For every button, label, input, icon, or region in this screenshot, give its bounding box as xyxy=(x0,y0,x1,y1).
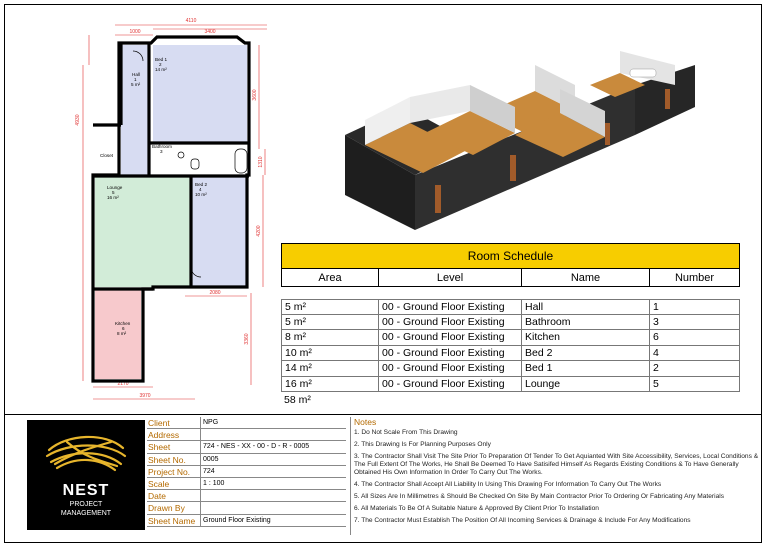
cell-name: Hall xyxy=(521,300,649,314)
room-bed1-name: Bed 1 xyxy=(155,57,168,62)
cell-number: 4 xyxy=(649,346,739,361)
dim-top-right: 3400 xyxy=(204,29,216,35)
room-schedule-header xyxy=(281,269,740,287)
room-hall-area: 5 m² xyxy=(131,82,141,87)
table-row xyxy=(281,299,740,315)
note-item: 4. The Contractor Shall Accept All Liability In Using This Drawing For Information To Carry Out The Works xyxy=(354,481,662,488)
room-bathroom-name: Bathroom xyxy=(152,144,172,149)
header-number: Number xyxy=(649,269,739,286)
room-bed2-name: Bed 2 xyxy=(195,182,208,187)
dim-right-mid: 1310 xyxy=(258,156,264,168)
info-row-address xyxy=(147,429,346,441)
drawing-sheet xyxy=(4,4,762,543)
room-schedule-title: Room Schedule xyxy=(281,243,740,269)
room-bed1-area: 14 m² xyxy=(155,67,167,72)
info-row-date xyxy=(147,490,346,502)
info-value: 724 - NES - XX - 00 - D - R - 0005 xyxy=(203,443,310,451)
room-kitchen-num: 6 xyxy=(122,326,125,331)
info-row-client xyxy=(147,417,346,429)
info-label: Project No. xyxy=(147,466,201,477)
info-label: Date xyxy=(147,490,201,501)
info-label: Sheet No. xyxy=(147,454,201,465)
header-area: Area xyxy=(318,271,342,284)
info-row-sheet xyxy=(147,441,346,453)
header-name: Name xyxy=(521,269,649,286)
room-lounge-name: Lounge xyxy=(107,185,123,190)
header-level: Level xyxy=(378,269,521,286)
cell-area: 8 m² xyxy=(285,331,306,344)
cell-level: 00 - Ground Floor Existing xyxy=(378,346,521,361)
room-bed1-num: 2 xyxy=(159,62,162,67)
note-item: 6. All Materials To Be Of A Suitable Nature & Approved By Client Prior To Installation xyxy=(354,505,599,512)
dim-left-height: 4930 xyxy=(75,114,81,126)
cell-name: Bed 2 xyxy=(521,346,649,361)
room-bed2-area: 10 m² xyxy=(195,192,207,197)
info-value: 724 xyxy=(203,467,215,475)
cell-level: 00 - Ground Floor Existing xyxy=(378,300,521,314)
cell-name: Lounge xyxy=(521,377,649,392)
dim-mid-width: 2080 xyxy=(209,290,221,296)
info-row-drawn-by xyxy=(147,502,346,514)
notes-heading: Notes xyxy=(354,417,377,427)
cell-number: 3 xyxy=(649,315,739,330)
logo-line2: MANAGEMENT xyxy=(60,510,112,517)
info-row-sheet-name xyxy=(147,515,346,527)
room-schedule-table xyxy=(281,299,740,392)
dim-right-upper: 3600 xyxy=(252,89,258,101)
info-label: Client xyxy=(147,417,201,428)
table-row xyxy=(281,361,740,377)
table-row xyxy=(281,377,740,393)
nest-logo-icon xyxy=(27,420,145,480)
info-label: Drawn By xyxy=(147,502,201,513)
cell-name: Bathroom xyxy=(521,315,649,330)
company-logo xyxy=(27,420,145,530)
table-row xyxy=(281,330,740,346)
info-value xyxy=(201,429,346,440)
note-item: 5. All Sizes Are In Millimetres & Should Be Checked On Site By Main Contractor Prior To Ordering Or Fabricating Any Materials xyxy=(354,493,725,500)
info-value: Ground Floor Existing xyxy=(203,516,271,524)
title-block-divider xyxy=(5,414,761,415)
info-value: 0005 xyxy=(203,455,219,463)
dim-right-bottom: 3360 xyxy=(244,333,250,345)
info-row-scale xyxy=(147,478,346,490)
room-hall-num: 1 xyxy=(134,77,137,82)
cell-number: 2 xyxy=(649,361,739,376)
cell-number: 5 xyxy=(649,377,739,392)
room-lounge-num: 5 xyxy=(112,190,115,195)
schedule-total-area: 58 m² xyxy=(284,394,311,406)
cell-area: 16 m² xyxy=(285,377,312,390)
note-item: 2. This Drawing Is For Planning Purposes Only xyxy=(354,441,491,448)
notes-panel xyxy=(350,417,760,535)
cell-number: 1 xyxy=(649,300,739,314)
cell-level: 00 - Ground Floor Existing xyxy=(378,330,521,345)
cell-area: 14 m² xyxy=(285,362,312,375)
cell-level: 00 - Ground Floor Existing xyxy=(378,377,521,392)
dim-right-lower: 4200 xyxy=(256,225,262,237)
note-item: 7. The Contractor Must Establish The Position Of All Incoming Services & Drainage & Include For Any Modifications xyxy=(354,517,691,524)
info-row-project-no xyxy=(147,466,346,478)
cell-area: 5 m² xyxy=(285,300,306,313)
cell-level: 00 - Ground Floor Existing xyxy=(378,361,521,376)
info-label: Scale xyxy=(147,478,201,489)
room-lounge-area: 16 m² xyxy=(107,195,119,200)
logo-name: NEST xyxy=(62,482,110,499)
info-value: 1 : 100 xyxy=(203,479,225,487)
info-row-sheet-no xyxy=(147,454,346,466)
cell-area: 5 m² xyxy=(285,315,306,328)
room-closet-name: Closet xyxy=(100,153,114,158)
floor-plan xyxy=(5,5,305,415)
info-value xyxy=(201,490,346,501)
cell-name: Kitchen xyxy=(521,330,649,345)
dim-bottom-a: 2170 xyxy=(117,381,129,387)
room-hall-name: Hall xyxy=(132,72,140,77)
note-item: 3. The Contractor Shall Visit The Site Prior To Preparation Of Tender To Get Aquianted With Site Accessibility, Services, Local Conditions & The Full Extent Of The Works, He Shall Be Deemed To Have Satisifed Himself As Regards Existing Conditions & To Have Generally Obtained His Own Information In Order To Carry Out The Works. xyxy=(354,453,759,476)
cell-number: 6 xyxy=(649,330,739,345)
room-bed2-num: 4 xyxy=(199,187,202,192)
dim-bottom-b: 3970 xyxy=(139,393,151,399)
isometric-3d-view xyxy=(335,45,705,230)
info-label: Sheet xyxy=(147,441,201,452)
note-item: 1. Do Not Scale From This Drawing xyxy=(354,429,458,436)
room-kitchen-name: Kitchen xyxy=(115,321,131,326)
room-bathroom-num: 3 xyxy=(160,149,163,154)
cell-name: Bed 1 xyxy=(521,361,649,376)
dim-top-total: 4110 xyxy=(185,18,197,24)
logo-line1: PROJECT xyxy=(69,501,103,508)
table-row xyxy=(281,315,740,331)
cell-area: 10 m² xyxy=(285,346,312,359)
info-label: Address xyxy=(147,429,201,440)
project-info-table xyxy=(147,417,346,527)
room-kitchen-area: 8 m² xyxy=(117,331,127,336)
dim-top-left: 1000 xyxy=(129,29,141,35)
info-value xyxy=(201,502,346,513)
cell-level: 00 - Ground Floor Existing xyxy=(378,315,521,330)
info-label: Sheet Name xyxy=(147,515,201,526)
table-row xyxy=(281,346,740,362)
info-value: NPG xyxy=(203,419,219,426)
